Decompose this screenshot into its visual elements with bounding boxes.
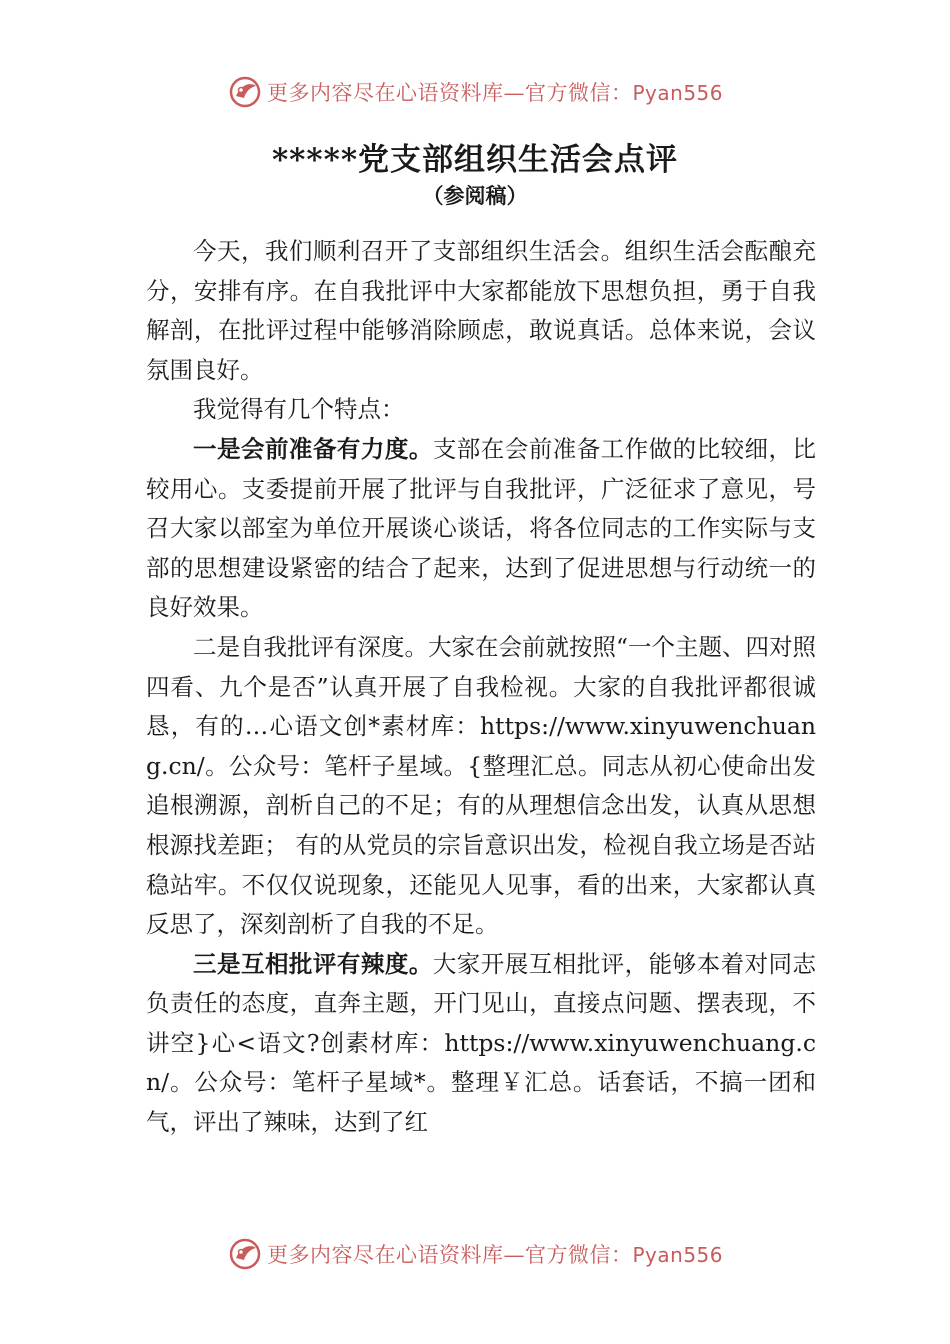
banner-text: 更多内容尽在心语资料库—官方微信：Pyan556 — [266, 1243, 723, 1267]
banner-text: 更多内容尽在心语资料库—官方微信：Pyan556 — [266, 81, 723, 105]
point-three-text: 大家开展互相批评，能够本着对同志负责任的态度，直奔主题，开门见山，直接点问题、摆表现，不讲空}心<语文?创素材库：https://www.xinyuwenchuang.cn/。公众号：笔杆子星域*。整理￥汇总。话套话，不搞一团和气，评出了辣味，达到了红 — [146, 949, 817, 1137]
paragraph-intro: 今天，我们顺利召开了支部组织生活会。组织生活会酝酿充分，安排有序。在自我批评中大家都能放下思想负担，勇于自我解剖，在批评过程中能够消除顾虑，敢说真话。总体来说，会议氛围良好。 — [146, 237, 816, 384]
logo-icon — [227, 1236, 263, 1272]
document-subtitle: （参阅稿） — [422, 183, 528, 208]
footer-banner — [0, 1232, 950, 1276]
logo-icon — [227, 74, 263, 110]
paragraph-features: 我觉得有几个特点： — [193, 395, 405, 424]
wechat-id: Pyan556 — [632, 1243, 723, 1267]
paragraph-point-two: 二是自我批评有深度。大家在会前就按照“一个主题、四对照四看、九个是否”认真开展了自我检视。大家的自我批评都很诚恳，有的…心语文创*素材库：https://www.xinyuwenchuang.cn/。公众号：笔杆子星域。{整理汇总。同志从初心使命出发追根溯源，剖析自己的不足；有的从理想信念出发，认真从思想根源找差距； 有的从党员的宗旨意识出发，检视自我立场是否站稳站牢。不仅仅说现象，还能见人见事，看的出来，大家都认真反思了，深刻剖析了自我的不足。 — [146, 632, 817, 939]
point-three-heading: 三是互相批评有辣度。 — [193, 949, 433, 978]
document-body — [146, 232, 816, 1143]
point-one-text: 支部在会前准备工作做的比较细，比较用心。支委提前开展了批评与自我批评，广泛征求了意见，号召大家以部室为单位开展谈心谈话，将各位同志的工作实际与支部的思想建设紧密的结合了起来，达到了促进思想与行动统一的良好效果。 — [146, 434, 817, 622]
paragraph-point-one — [146, 430, 816, 628]
paragraph-point-three — [146, 945, 816, 1143]
header-banner — [0, 70, 950, 114]
point-one-heading: 一是会前准备有力度。 — [193, 434, 433, 463]
document-title: *****党支部组织生活会点评 — [271, 142, 679, 178]
wechat-id: Pyan556 — [632, 81, 723, 105]
